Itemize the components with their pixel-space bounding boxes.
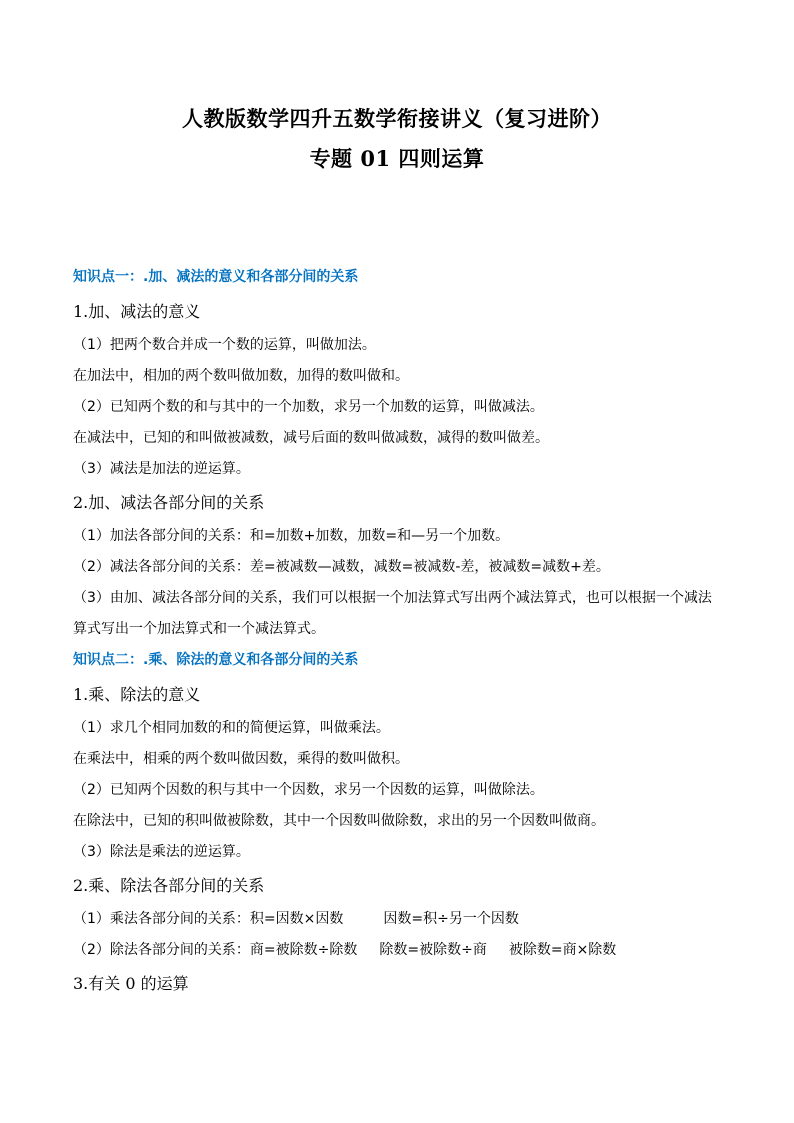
knowledge-point-heading: 知识点二：.乘、除法的意义和各部分间的关系: [73, 652, 359, 668]
paragraph-line: （2）已知两个数的和与其中的一个加数，求另一个加数的运算，叫做减法。: [73, 399, 544, 415]
subsection-heading: 1.乘、除法的意义: [73, 685, 201, 704]
paragraph-line: （1）把两个数合并成一个数的运算，叫做加法。: [73, 337, 376, 353]
document-body: [73, 262, 723, 1002]
paragraph-line: 在减法中，已知的和叫做被减数，减号后面的数叫做减数，减得的数叫做差。: [73, 430, 549, 446]
paragraph-line: （2）已知两个因数的积与其中一个因数，求另一个因数的运算，叫做除法。: [73, 782, 544, 798]
relation-part: 因数=积÷另一个因数: [383, 911, 519, 927]
knowledge-point-heading: 知识点一：.加、减法的意义和各部分间的关系: [73, 269, 359, 285]
paragraph-line: 在乘法中，相乘的两个数叫做因数，乘得的数叫做积。: [73, 751, 409, 767]
paragraph-line: 在除法中，已知的积叫做被除数，其中一个因数叫做除数，求出的另一个因数叫做商。: [73, 813, 605, 829]
paragraph-line: （3）由加、减法各部分间的关系，我们可以根据一个加法算式写出两个减法算式，也可以根据一个减法算式写出一个加法算式和一个减法算式。: [73, 590, 712, 637]
paragraph-line: （1）求几个相同加数的和的简便运算，叫做乘法。: [73, 720, 390, 736]
paragraph-line: （3）除法是乘法的逆运算。: [73, 844, 250, 860]
subsection-heading: 3.有关 0 的运算: [73, 974, 189, 993]
relation-part: （1）乘法各部分间的关系：积=因数×因数: [73, 911, 344, 927]
relation-line: [73, 935, 723, 966]
subsection-heading: 2.加、减法各部分间的关系: [73, 493, 265, 512]
relation-part: （2）除法各部分间的关系：商=被除数÷除数: [73, 942, 358, 958]
subsection-heading: 1.加、减法的意义: [73, 302, 201, 321]
subsection-heading: 2.乘、除法各部分间的关系: [73, 876, 265, 895]
document-title: 人教版数学四升五数学衔接讲义（复习进阶）: [182, 106, 612, 131]
paragraph-line: （1）加法各部分间的关系：和=加数+加数，加数=和—另一个加数。: [73, 528, 510, 544]
paragraph-line: 在加法中，相加的两个数叫做加数，加得的数叫做和。: [73, 368, 409, 384]
relation-line: [73, 904, 723, 935]
paragraph-line: （3）减法是加法的逆运算。: [73, 461, 250, 477]
relation-part: 除数=被除数÷商: [379, 942, 487, 958]
document-subtitle: 专题 01 四则运算: [309, 146, 485, 171]
relation-part: 被除数=商×除数: [508, 942, 617, 958]
paragraph-line: （2）减法各部分间的关系：差=被减数—减数，减数=被减数-差，被减数=减数+差。: [73, 559, 610, 575]
